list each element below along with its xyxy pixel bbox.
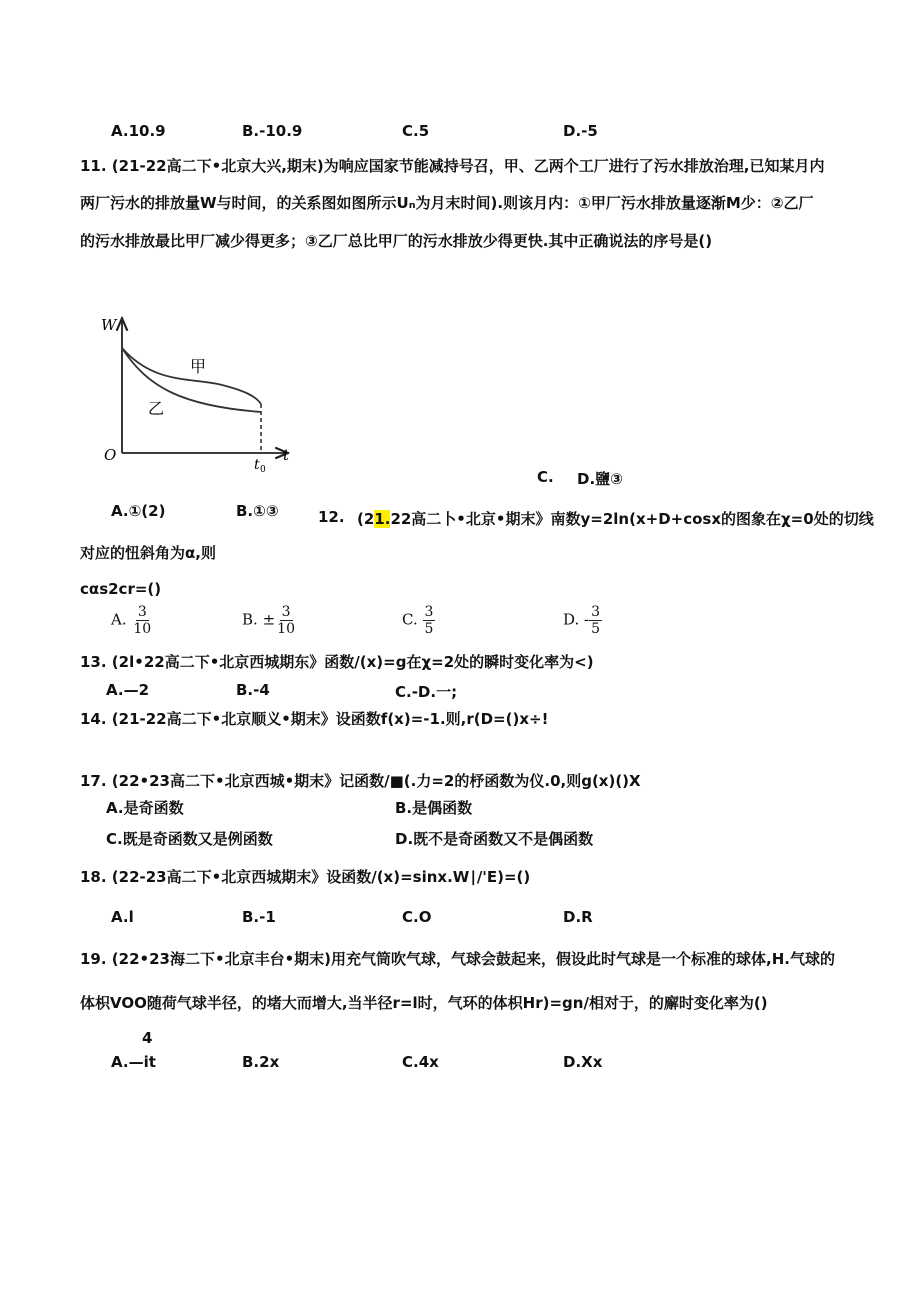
q19-line-1: 19. (22•23海二下•北京丰台•期末)用充气筒吹气球，气球会鼓起来，假设此时气球是一个标准的球体,H.气球的 <box>80 950 835 968</box>
q11-option-d: D.鹽③ <box>577 470 623 488</box>
curve-jia-label: 甲 <box>190 357 207 376</box>
q13-option-a: A.—2 <box>106 681 150 699</box>
q12-option-a <box>111 604 153 637</box>
fraction-denominator: 5 <box>424 621 434 637</box>
q12-option-d-label: D. <box>563 610 580 629</box>
q13-option-b: B.-4 <box>236 681 270 699</box>
t0-label: t <box>254 457 260 473</box>
q12-option-a-label: A. <box>111 610 127 629</box>
q12-line-3: cαs2cr=() <box>80 580 162 598</box>
fraction-numerator: 3 <box>591 604 601 620</box>
q12-highlight: 1. <box>374 510 391 528</box>
q12-line-2: 对应的忸斜角为α,则 <box>80 544 217 562</box>
q12-line-1 <box>357 508 874 529</box>
q17-option-c: C.既是奇函数又是例函数 <box>106 830 273 848</box>
curve-yi-label: 乙 <box>148 399 165 418</box>
q12-number: 12. <box>318 508 345 526</box>
fraction-numerator: 3 <box>137 604 147 620</box>
q18-line: 18. (22-23高二下•北京西城期末》设函数/(x)=sinx.W∣/'E)=() <box>80 868 531 886</box>
q19-option-a: A.—it <box>111 1053 156 1071</box>
q11-option-b: B.①③ <box>236 502 279 520</box>
q12-option-a-fraction <box>131 604 153 637</box>
q10-option-d: D.-5 <box>563 122 598 140</box>
q11-graph <box>98 308 298 478</box>
q11-line-3: 的污水排放最比甲厂减少得更多；③乙厂总比甲厂的污水排放少得更快.其中正确说法的序号是() <box>80 232 713 250</box>
q19-option-c: C.4x <box>402 1053 439 1071</box>
fraction-denominator: 10 <box>277 621 295 637</box>
q19-option-b: B.2x <box>242 1053 280 1071</box>
q10-option-b: B.-10.9 <box>242 122 303 140</box>
q13-option-cd: C.-D.一; <box>395 683 458 701</box>
q12-option-c-fraction <box>423 604 436 637</box>
q12-option-d-fraction <box>589 604 602 637</box>
q12-option-d-sign: - <box>584 610 590 629</box>
y-axis-label: W <box>101 316 117 334</box>
q19-fraction-numerator: 4 <box>142 1029 153 1047</box>
q10-option-a: A.10.9 <box>111 122 166 140</box>
q12-option-c <box>402 604 435 637</box>
q12-option-b-label: B. <box>242 610 258 629</box>
q17-line: 17. (22•23高二下•北京西城•期末》记函数/■(.力=2的杼函数为仪.0,则g(x)()X <box>80 772 641 790</box>
origin-label: O <box>104 446 117 464</box>
q18-option-b: B.-1 <box>242 908 276 926</box>
q19-line-2: 体枳VOO随荷气球半径，的堵大而增大,当半径r=l时，气环的体枳Hr)=gn/相对于，的廨时变化率为() <box>80 994 768 1012</box>
fraction-numerator: 3 <box>281 604 291 620</box>
q11-option-a: A.①(2) <box>111 502 166 520</box>
q18-option-a: A.l <box>111 908 134 926</box>
q10-option-c: C.5 <box>402 122 430 140</box>
q17-option-a: A.是奇函数 <box>106 799 184 817</box>
q17-option-b: B.是偶函数 <box>395 799 473 817</box>
q13-line: 13. (2l•22高二下•北京西城期东》函数/(x)=g在χ=2处的瞬时变化率为<) <box>80 653 594 671</box>
q12-source-prefix: (2 <box>357 510 375 528</box>
q11-line-1: 11. (21-22高二下•北京大兴,期末)为响应国家节能减持号召，甲、乙两个工厂进行了污水排放治理,已知某月内 <box>80 157 825 175</box>
q12-option-c-label: C. <box>402 610 418 629</box>
q18-option-d: D.R <box>563 908 593 926</box>
q12-option-d <box>563 604 602 637</box>
q19-option-d: D.Xx <box>563 1053 603 1071</box>
q11-line-2: 两厂污水的排放量W与时间，的关系图如图所示Uₙ为月末时间).则该月内：①甲厂污水排放量逐渐M少：②乙厂 <box>80 194 814 212</box>
q17-option-d: D.既不是奇函数又不是偶函数 <box>395 830 594 848</box>
fraction-numerator: 3 <box>424 604 434 620</box>
q12-option-b-sign: ± <box>262 610 276 629</box>
fraction-denominator: 10 <box>133 621 152 637</box>
fraction-denominator: 5 <box>591 621 601 637</box>
q12-option-b <box>242 604 297 637</box>
t0-subscript: 0 <box>260 465 266 475</box>
q11-option-c: C. <box>537 468 554 486</box>
x-axis-label: t <box>283 446 290 464</box>
q14-line: 14. (21-22高二下•北京顺义•期末》设函数f(x)=-1.则,r(D=()x÷! <box>80 710 549 728</box>
q12-question-text: 22高二卜•北京•期末》南数y=2ln(x+D+cosx的图象在χ=0处的切线 <box>390 510 874 528</box>
q18-option-c: C.O <box>402 908 432 926</box>
q12-option-b-fraction <box>275 604 297 637</box>
